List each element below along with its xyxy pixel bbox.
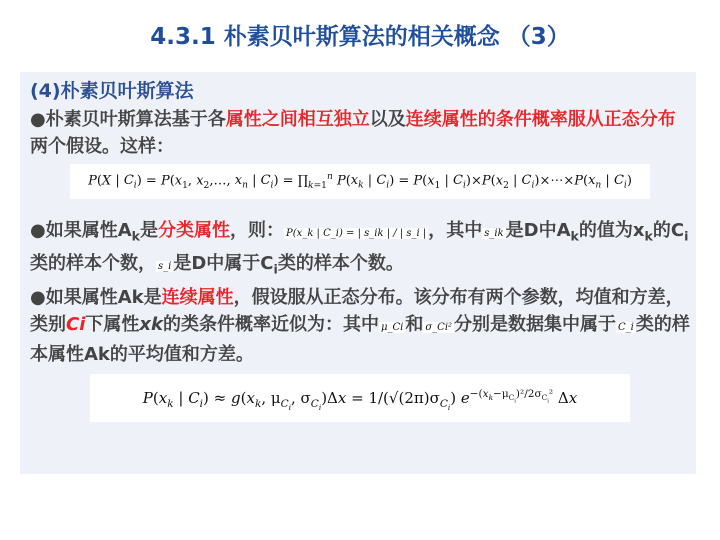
bullet-icon: ●	[30, 109, 46, 130]
text: 类的样本属性Ak的平均值和方差。	[30, 314, 690, 366]
text: 的C	[652, 219, 685, 241]
formula-naive-bayes-product: P(X | $C_i) = P(x_1$, $x_2,\dots$, $x_n$ | $C_i$) = $\prod_{k=1}^n$ $P(x_k$ | $C_i) = P(x_1$ | $C_i)\times P(x_2$ | $C_i)\times\cdots\times P(x_n$ | $C_i$)	[70, 164, 650, 199]
text: ，其中	[428, 219, 483, 241]
subscript: i	[684, 228, 689, 244]
paragraph-continuous	[30, 284, 690, 368]
text: ，则：	[230, 219, 285, 241]
section-heading: (4)朴素贝叶斯算法	[30, 80, 194, 102]
highlight-categorical: 分类属性	[158, 219, 231, 241]
content-panel	[20, 72, 696, 474]
text: 两个假设。这样：	[30, 136, 174, 157]
inline-symbol-sigma: σ_Ci²	[425, 322, 453, 334]
bullet-icon: ●	[30, 219, 46, 241]
highlight-normal-distribution: 连续属性的条件概率服从正态分布	[405, 109, 676, 130]
text: 朴素贝叶斯算法基于各	[45, 109, 226, 130]
text: 和	[405, 314, 424, 336]
bullet-icon: ●	[30, 287, 46, 309]
slide-title: 4.3.1 朴素贝叶斯算法的相关概念 （3）	[150, 24, 570, 50]
text: 的类条件概率近似为：其中	[162, 314, 379, 336]
text: 以及	[369, 109, 406, 130]
symbol-xk: xk	[139, 314, 163, 336]
highlight-continuous: 连续属性	[161, 287, 234, 309]
text: 如果属性Ak是	[45, 287, 162, 309]
inline-symbol-sik: s_ik	[484, 227, 504, 239]
text: 是D中属于C	[173, 252, 274, 274]
text: ，假设服从正态分布。该分布有两个参数，均值和方差，类别	[30, 287, 684, 336]
text: 下属性	[85, 314, 140, 336]
highlight-independence: 属性之间相互独立	[225, 109, 370, 130]
symbol-ci: Ci	[66, 314, 86, 336]
paragraph-categorical	[30, 217, 690, 282]
subscript: k	[131, 228, 141, 244]
inline-symbol-ci: C_i	[618, 322, 634, 334]
inline-symbol-si: s_i	[158, 260, 172, 272]
text: 是	[140, 219, 159, 241]
inline-formula-categorical: P(x_k | C_i) = | s_ik | / | s_i |	[286, 227, 427, 239]
text: 类的样本个数。	[277, 252, 404, 274]
text: 分别是数据集中属于	[454, 314, 617, 336]
content-body	[30, 78, 690, 422]
subscript: k	[644, 228, 653, 244]
text: 的值为x	[578, 219, 645, 241]
text: 是D中A	[505, 219, 571, 241]
text: 类的样本个数，	[30, 252, 156, 274]
paragraph-assumptions	[30, 106, 690, 160]
subscript: k	[570, 228, 579, 244]
subscript: i	[273, 261, 278, 277]
inline-symbol-mu: μ_Ci	[380, 322, 404, 334]
formula-gaussian: $P(x_k$ | $C_i) \approx g(x_k$, $\mu_{C_i}$, $\sigma_{C_i})\Delta x = 1/(√(2\pi)\sigma_{C_i})$ $e^{-(x_k-\mu_{C_i})^2/2\sigma_{C_i}^2}$ Δx	[90, 374, 630, 422]
text: 如果属性A	[45, 219, 132, 241]
